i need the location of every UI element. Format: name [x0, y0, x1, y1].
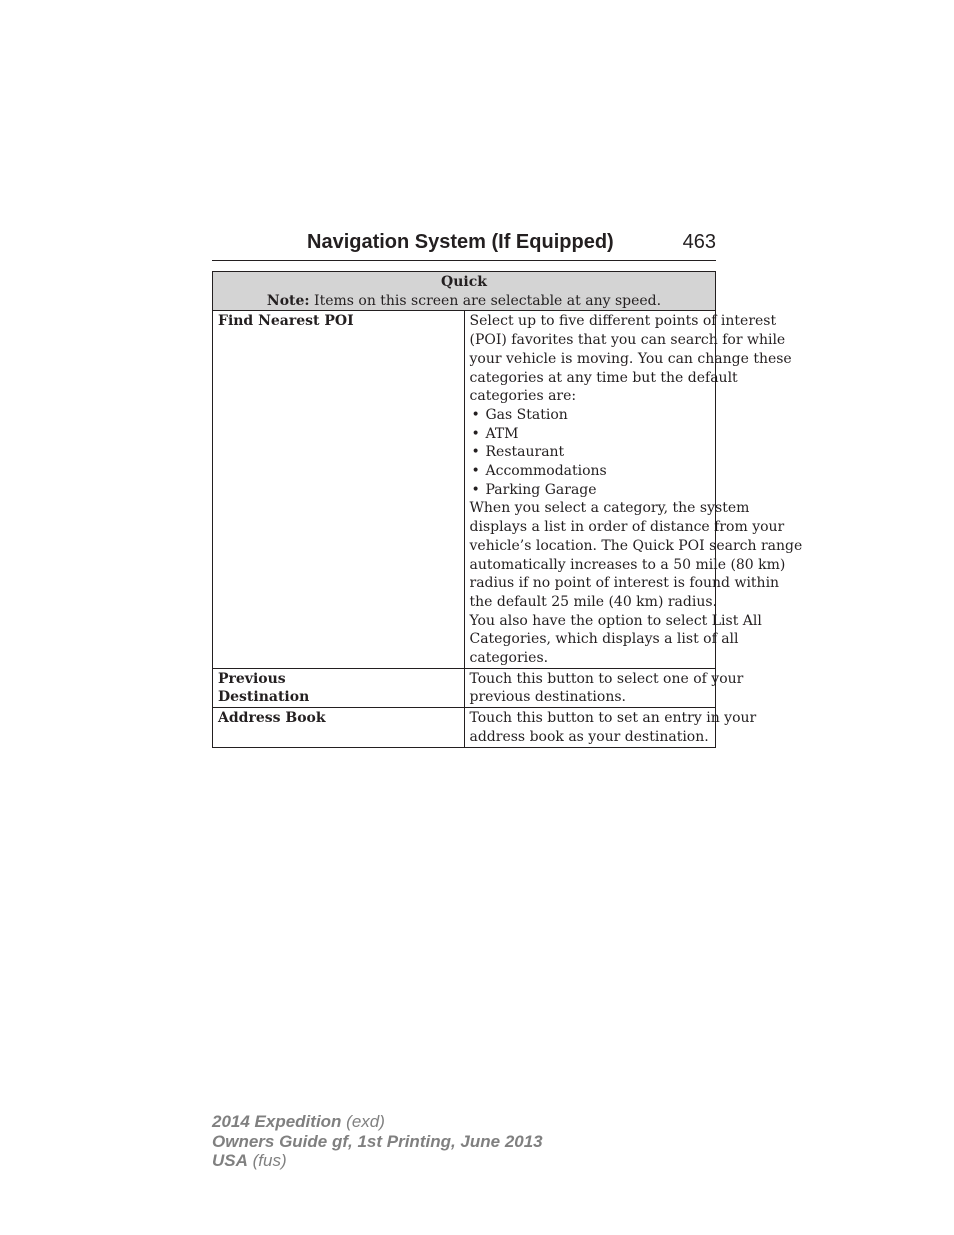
- list-item: [470, 481, 712, 500]
- description-line: categories.: [469, 650, 549, 667]
- description-line: the default 25 mile (40 km) radius.: [469, 593, 717, 610]
- description-line: displays a list in order of distance from your: [469, 519, 785, 536]
- list-item: [470, 406, 712, 425]
- row-label: [213, 668, 465, 707]
- row-label-line: Destination: [218, 689, 310, 706]
- footer-guide: Owners Guide gf, 1st Printing, June 2013: [212, 1131, 543, 1151]
- list-item: [470, 462, 712, 481]
- description-line: When you select a category, the system: [469, 500, 750, 517]
- description-line: address book as your destination.: [469, 728, 709, 745]
- description-line: categories at any time but the default: [469, 369, 738, 386]
- table-row: [213, 708, 716, 747]
- bullet-icon: •: [471, 463, 480, 480]
- bullet-icon: •: [471, 425, 480, 442]
- default-categories-list: [470, 406, 712, 500]
- bullet-icon: •: [471, 481, 480, 498]
- footer-model-name: 2014 Expedition: [212, 1112, 342, 1131]
- list-item: [470, 443, 712, 462]
- table-row: [213, 668, 716, 707]
- bullet-icon: •: [471, 444, 480, 461]
- table-heading: Quick: [441, 274, 487, 290]
- description-line: Touch this button to set an entry in your: [469, 710, 757, 727]
- footer-model: [212, 1112, 543, 1132]
- list-item-text: Restaurant: [485, 444, 565, 461]
- list-item-text: Parking Garage: [485, 481, 597, 498]
- row-label: Find Nearest POI: [213, 311, 465, 668]
- list-item-text: Accommodations: [485, 463, 607, 480]
- page-number: 463: [682, 231, 716, 253]
- row-description: [464, 311, 803, 668]
- description-line: previous destinations.: [469, 689, 626, 706]
- note-label: Note:: [266, 292, 310, 309]
- list-item-text: ATM: [485, 425, 519, 442]
- section-title: Navigation System (If Equipped): [307, 231, 614, 253]
- description-line: your vehicle is moving. You can change these: [469, 350, 792, 367]
- list-item-text: Gas Station: [485, 406, 568, 423]
- row-description: [464, 668, 744, 707]
- row-label-line: Previous: [218, 670, 286, 687]
- bullet-icon: •: [471, 406, 480, 423]
- page-footer: [212, 1112, 543, 1171]
- table-note: [217, 292, 711, 311]
- description-line: automatically increases to a 50 mile (80 km): [469, 556, 786, 573]
- description-line: radius if no point of interest is found within: [469, 575, 780, 592]
- footer-model-code: (exd): [341, 1112, 385, 1131]
- description-line: You also have the option to select List All: [469, 612, 762, 629]
- table-header-cell: [213, 272, 716, 311]
- list-item: [470, 425, 712, 444]
- description-line: Touch this button to select one of your: [469, 670, 744, 687]
- table-row: [213, 311, 716, 668]
- description-line: categories are:: [469, 388, 577, 405]
- row-description: [464, 708, 757, 747]
- page-header: [212, 228, 716, 261]
- description-line: vehicle’s location. The Quick POI search range: [469, 537, 803, 554]
- footer-region-name: USA: [212, 1151, 248, 1170]
- table-header-row: [213, 272, 716, 311]
- row-label: Address Book: [213, 708, 465, 747]
- footer-region-code: (fus): [247, 1151, 287, 1170]
- note-text: Items on this screen are selectable at any speed.: [309, 292, 662, 309]
- description-line: Categories, which displays a list of all: [469, 631, 739, 648]
- footer-region: [212, 1151, 543, 1171]
- description-line: (POI) favorites that you can search for while: [469, 332, 786, 349]
- quick-menu-table: [212, 271, 803, 748]
- description-line: Select up to five different points of interest: [469, 313, 777, 330]
